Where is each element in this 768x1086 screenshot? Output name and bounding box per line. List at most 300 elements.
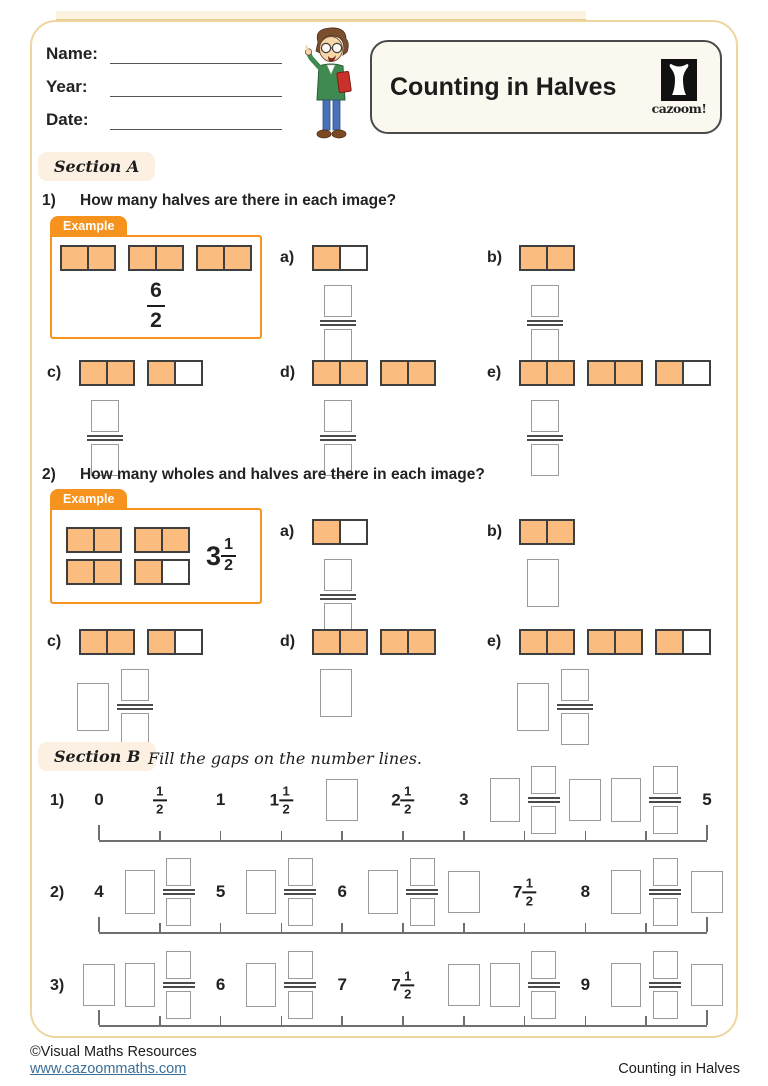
numberline-tick <box>585 831 587 840</box>
item-label: c) <box>47 364 62 381</box>
fraction-answer-bar <box>320 594 356 600</box>
numberline-tick <box>585 923 587 932</box>
answer-box-numerator[interactable] <box>324 285 352 317</box>
fraction-answer-bar <box>649 889 681 895</box>
fraction-answer <box>527 285 563 361</box>
numberline-value: 8 <box>580 882 591 901</box>
answer-box-numerator[interactable] <box>288 858 313 886</box>
numberline-tick <box>402 831 404 840</box>
item-answer <box>320 285 368 361</box>
numberline-value: 5 <box>215 882 226 901</box>
section-b-instruction: Fill the gaps on the number lines. <box>148 749 422 768</box>
numberline-axis <box>99 932 707 934</box>
answer-box-whole[interactable] <box>125 870 155 914</box>
half-bar-image <box>587 360 643 386</box>
fraction-answer <box>163 951 195 1019</box>
bar-cell-filled <box>62 247 87 269</box>
numberline-tick <box>341 831 343 840</box>
item-label: d) <box>280 364 296 381</box>
numberline-cell-num <box>216 882 225 902</box>
student-fields <box>46 44 282 130</box>
item-image-row <box>280 245 368 271</box>
answer-box-numerator[interactable] <box>653 858 678 886</box>
fraction-answer <box>320 285 356 361</box>
half-bar-image <box>655 360 711 386</box>
answer-box-numerator[interactable] <box>653 951 678 979</box>
answer-box-whole[interactable] <box>527 559 559 607</box>
bar-cell-empty <box>339 521 366 543</box>
answer-box-whole[interactable] <box>490 778 520 822</box>
mixed-number-answer <box>490 766 560 834</box>
q1-item-e <box>487 360 711 476</box>
item-label: a) <box>280 249 295 266</box>
year-input-line[interactable] <box>110 79 282 97</box>
half-bar-image <box>196 245 252 271</box>
bar-cell-filled <box>614 362 641 384</box>
date-row <box>46 110 282 130</box>
item-image-row <box>47 629 203 655</box>
fraction-answer <box>528 766 560 834</box>
mixed-number-answer <box>125 951 195 1019</box>
q2-item-e <box>487 629 711 745</box>
item-image-row <box>280 629 436 655</box>
bar-cell-filled <box>314 247 339 269</box>
bar-cell-filled <box>130 247 155 269</box>
numberline-tick <box>341 1016 343 1025</box>
mixed-whole-value: 1 <box>269 790 280 809</box>
fraction-numerator: 1 <box>404 968 412 984</box>
item-image-row <box>280 360 436 386</box>
item-bars <box>312 629 436 655</box>
year-row <box>46 77 282 97</box>
fraction-numerator: 1 <box>282 783 290 799</box>
numberline-value: 4 <box>94 882 104 901</box>
bar-cell-filled <box>614 631 641 653</box>
bar-cell-filled <box>149 362 174 384</box>
fraction-denominator: 2 <box>282 801 290 816</box>
answer-box-denominator[interactable] <box>410 898 435 926</box>
answer-box-whole[interactable] <box>77 683 109 731</box>
item-bars <box>79 360 203 386</box>
footer-copyright: ©Visual Maths Resources <box>30 1044 197 1060</box>
half-bar-image <box>380 629 436 655</box>
numberline-cell-box <box>691 871 723 913</box>
numberline-cell-box <box>83 964 115 1006</box>
fraction-denominator: 2 <box>525 893 533 908</box>
fraction-answer <box>320 559 356 635</box>
numberline-tick <box>463 831 465 840</box>
question-2-text: How many wholes and halves are there in each image? <box>80 466 485 483</box>
worksheet-title: Counting in Halves <box>390 72 617 101</box>
numberline-tick <box>402 1016 404 1025</box>
cazoom-logo-text: cazoom! <box>651 100 707 116</box>
numberline-answer-box[interactable] <box>326 779 358 821</box>
mixed-number-answer <box>246 858 316 926</box>
numberline-value: 7 <box>337 975 347 994</box>
mixed-whole-value: 7 <box>512 882 523 901</box>
numberline-cell-num <box>459 790 468 810</box>
numberline-tick <box>159 831 161 840</box>
mixed-number-answer <box>611 951 681 1019</box>
item-label: a) <box>280 523 295 540</box>
half-bar-image <box>312 245 368 271</box>
numberline-tick <box>341 923 343 932</box>
q2-item-a <box>280 519 368 635</box>
answer-box-denominator[interactable] <box>121 713 149 745</box>
q1-example <box>50 214 262 339</box>
numberline-answer-box[interactable] <box>691 871 723 913</box>
numberline-tick <box>645 923 647 932</box>
answer-box-numerator[interactable] <box>288 951 313 979</box>
item-answer <box>517 669 711 745</box>
fraction-numerator: 1 <box>404 783 412 799</box>
bar-cell-filled <box>198 247 223 269</box>
numberline-cell-num <box>337 882 346 902</box>
half-bar-image <box>519 519 575 545</box>
q2-example-fraction <box>221 537 236 575</box>
bar-cell-filled <box>81 631 106 653</box>
bar-cell-filled <box>136 561 161 583</box>
numberline-row-1 <box>32 770 740 862</box>
answer-box-numerator[interactable] <box>166 951 191 979</box>
answer-box-whole[interactable] <box>246 870 276 914</box>
answer-box-numerator[interactable] <box>410 858 435 886</box>
question-1-number: 1) <box>42 192 56 209</box>
answer-box-denominator[interactable] <box>166 991 191 1019</box>
item-answer <box>77 669 203 745</box>
numberline-tick <box>220 923 222 932</box>
half-bar-image <box>128 245 184 271</box>
bar-cell-filled <box>314 521 339 543</box>
answer-box-denominator[interactable] <box>531 991 556 1019</box>
item-bars <box>519 360 711 386</box>
numberline-answer-box[interactable] <box>448 964 480 1006</box>
answer-box-denominator[interactable] <box>531 444 559 476</box>
numberline-cell-boxfrac <box>490 951 560 1019</box>
item-answer <box>87 400 203 476</box>
bar-cell-filled <box>155 247 182 269</box>
bar-cell-filled <box>314 631 339 653</box>
fraction-numerator: 1 <box>156 783 164 799</box>
question-2-heading <box>42 466 485 484</box>
numberline-answer-box[interactable] <box>448 871 480 913</box>
cazoom-logo <box>648 59 710 116</box>
numberline-answer-box[interactable] <box>691 964 723 1006</box>
printed-mixed-number <box>513 876 536 907</box>
numberline-tick <box>706 1010 708 1025</box>
answer-box-numerator[interactable] <box>561 669 589 701</box>
bar-cell-empty <box>682 362 709 384</box>
numberline-cell-box <box>569 779 601 821</box>
numberline-cell-num <box>337 975 346 995</box>
answer-box-numerator[interactable] <box>531 285 559 317</box>
fraction-answer <box>557 669 593 745</box>
fraction-answer <box>406 858 438 926</box>
numberline-cell-boxfrac <box>611 766 681 834</box>
half-bar-image <box>60 245 116 271</box>
numberline-cell-mixed <box>513 876 536 907</box>
fraction-numerator: 1 <box>525 875 533 891</box>
q2-item-d <box>280 629 436 717</box>
bar-cell-filled <box>407 631 434 653</box>
q2-example-mixed-number <box>206 537 236 575</box>
section-a-label: Section A <box>38 152 155 181</box>
bar-cell-filled <box>546 247 573 269</box>
printed-fraction <box>279 784 293 815</box>
half-bar-image <box>312 629 368 655</box>
half-bar-image <box>380 360 436 386</box>
item-label: b) <box>487 249 503 266</box>
fraction-answer-bar <box>117 704 153 710</box>
mixed-number-answer <box>517 669 593 745</box>
numberline-cell-frac <box>153 784 167 815</box>
fraction-denominator: 2 <box>156 801 164 816</box>
item-bars <box>79 629 203 655</box>
fraction-answer <box>649 951 681 1019</box>
answer-box-denominator[interactable] <box>288 898 313 926</box>
answer-box-denominator[interactable] <box>324 329 352 361</box>
answer-box-denominator[interactable] <box>561 713 589 745</box>
item-answer <box>320 559 368 635</box>
printed-fraction <box>401 969 415 1000</box>
bar-cell-filled <box>68 561 93 583</box>
item-image-row <box>487 629 711 655</box>
fraction-denominator: 2 <box>404 986 412 1001</box>
fraction-answer-bar <box>284 982 316 988</box>
numberline-cell-num <box>216 790 225 810</box>
mixed-number-answer <box>611 858 681 926</box>
answer-box-numerator[interactable] <box>324 400 352 432</box>
numberline-value: 6 <box>215 975 226 994</box>
answer-box-numerator[interactable] <box>91 400 119 432</box>
title-box <box>370 40 722 134</box>
half-bar-image <box>79 360 135 386</box>
numberline-cell-mixed <box>270 784 293 815</box>
bar-cell-empty <box>682 631 709 653</box>
answer-box-whole[interactable] <box>490 963 520 1007</box>
bar-cell-empty <box>161 561 188 583</box>
half-bar-image <box>519 245 575 271</box>
numberline-tick <box>159 1016 161 1025</box>
numberline-tick <box>281 1016 283 1025</box>
bar-cell-filled <box>546 362 573 384</box>
example-bar-row <box>66 559 190 585</box>
bar-cell-filled <box>106 362 133 384</box>
fraction-answer-bar <box>163 889 195 895</box>
cazoom-logo-icon <box>661 59 697 101</box>
bar-cell-filled <box>106 631 133 653</box>
section-b-label: Section B <box>38 742 156 771</box>
half-bar-image <box>66 559 122 585</box>
answer-box-denominator[interactable] <box>653 898 678 926</box>
answer-box-whole[interactable] <box>368 870 398 914</box>
answer-box-denominator[interactable] <box>288 991 313 1019</box>
answer-box-whole[interactable] <box>320 669 352 717</box>
item-image-row <box>487 360 711 386</box>
answer-box-numerator[interactable] <box>531 951 556 979</box>
item-image-row <box>280 519 368 545</box>
printed-fraction <box>522 876 536 907</box>
q2-example-whole: 3 <box>206 540 222 571</box>
numberline-tick <box>281 831 283 840</box>
mixed-number-answer <box>368 858 438 926</box>
q2-example-tab: Example <box>50 489 127 510</box>
item-answer <box>320 669 436 717</box>
answer-box-denominator[interactable] <box>653 991 678 1019</box>
fraction-answer-bar <box>528 982 560 988</box>
item-label: c) <box>47 633 62 650</box>
printed-fraction <box>153 784 167 815</box>
q2-example-denominator: 2 <box>224 557 233 574</box>
numberline-tick <box>98 1010 100 1025</box>
bar-cell-filled <box>657 631 682 653</box>
numberline-tick <box>585 1016 587 1025</box>
answer-box-numerator[interactable] <box>531 766 556 794</box>
numberline-cell-box <box>448 964 480 1006</box>
answer-box-numerator[interactable] <box>531 400 559 432</box>
bar-cell-empty <box>174 362 201 384</box>
fraction-answer <box>527 400 563 476</box>
mixed-number-answer <box>246 951 316 1019</box>
year-label: Year: <box>46 77 88 96</box>
numberline-tick <box>706 825 708 840</box>
q2-item-c <box>47 629 203 745</box>
mixed-whole-value: 7 <box>391 975 401 994</box>
answer-box-whole[interactable] <box>611 963 641 1007</box>
bar-cell-filled <box>521 631 546 653</box>
numberline-cell-boxfrac <box>368 858 438 926</box>
item-bars <box>312 519 368 545</box>
fraction-answer <box>320 400 356 476</box>
printed-fraction <box>401 784 415 815</box>
fraction-answer <box>649 766 681 834</box>
numberline-cell-boxfrac <box>611 858 681 926</box>
half-bar-image <box>66 527 122 553</box>
numberline-tick <box>98 917 100 932</box>
numberline-row-label: 3) <box>50 977 65 994</box>
numberline-tick <box>220 1016 222 1025</box>
half-bar-image <box>312 360 368 386</box>
q2-example-bars <box>66 527 190 585</box>
answer-box-denominator[interactable] <box>166 898 191 926</box>
date-label: Date: <box>46 110 89 129</box>
answer-box-numerator[interactable] <box>324 559 352 591</box>
answer-box-whole[interactable] <box>611 778 641 822</box>
fraction-answer-bar <box>406 889 438 895</box>
q1-example-box <box>50 235 262 339</box>
printed-mixed-number <box>391 969 414 1000</box>
answer-box-numerator[interactable] <box>166 858 191 886</box>
item-answer <box>527 559 575 607</box>
q1-item-c <box>47 360 203 476</box>
numberline-tick <box>524 923 526 932</box>
numberline-tick <box>524 831 526 840</box>
numberline-value: 3 <box>459 790 469 809</box>
numberline-cell-num <box>702 790 711 810</box>
numberline-value: 1 <box>215 790 226 809</box>
answer-box-numerator[interactable] <box>653 766 678 794</box>
bar-cell-filled <box>382 362 407 384</box>
mixed-number-answer <box>611 766 681 834</box>
q2-example <box>50 487 262 604</box>
answer-box-numerator[interactable] <box>121 669 149 701</box>
numberline-tick <box>463 1016 465 1025</box>
example-bar-row <box>66 527 190 553</box>
item-bars <box>519 629 711 655</box>
numberline-row-label: 1) <box>50 792 65 809</box>
printed-mixed-number <box>391 784 414 815</box>
q1-item-b <box>487 245 575 361</box>
footer-website-link[interactable]: www.cazoommaths.com <box>30 1061 187 1078</box>
bar-cell-filled <box>521 247 546 269</box>
bar-cell-filled <box>93 529 120 551</box>
answer-box-denominator[interactable] <box>653 806 678 834</box>
fraction-answer-bar <box>284 889 316 895</box>
answer-box-whole[interactable] <box>125 963 155 1007</box>
numberline-answer-box[interactable] <box>83 964 115 1006</box>
fraction-answer-bar <box>320 435 356 441</box>
item-bars <box>519 519 575 545</box>
fraction-answer <box>87 400 123 476</box>
printed-mixed-number <box>270 784 293 815</box>
item-image-row <box>47 360 203 386</box>
bar-cell-filled <box>68 529 93 551</box>
item-label: e) <box>487 364 502 381</box>
bar-cell-filled <box>136 529 161 551</box>
bar-cell-filled <box>339 362 366 384</box>
footer-worksheet-name: Counting in Halves <box>618 1061 740 1077</box>
numberline-value: 5 <box>702 790 712 809</box>
name-input-line[interactable] <box>110 46 282 64</box>
mixed-whole-value: 2 <box>391 790 401 809</box>
answer-box-whole[interactable] <box>517 683 549 731</box>
q2-item-b <box>487 519 575 607</box>
date-input-line[interactable] <box>110 112 282 130</box>
answer-box-whole[interactable] <box>246 963 276 1007</box>
mixed-number-answer <box>77 669 153 745</box>
bar-cell-filled <box>589 362 614 384</box>
q1-item-d <box>280 360 436 476</box>
bar-cell-filled <box>81 362 106 384</box>
numberline-answer-box[interactable] <box>569 779 601 821</box>
teacher-cartoon <box>298 26 364 146</box>
fraction-answer <box>163 858 195 926</box>
half-bar-image <box>519 629 575 655</box>
half-bar-image <box>134 527 190 553</box>
bar-cell-filled <box>589 631 614 653</box>
item-image-row <box>487 245 575 271</box>
fraction-answer-bar <box>557 704 593 710</box>
numberline-cell-box <box>691 964 723 1006</box>
item-label: d) <box>280 633 296 650</box>
fraction-answer-bar <box>163 982 195 988</box>
q1-example-numerator: 6 <box>150 279 162 302</box>
answer-box-denominator[interactable] <box>531 806 556 834</box>
numberline-cell-boxfrac <box>490 766 560 834</box>
answer-box-whole[interactable] <box>611 870 641 914</box>
item-answer <box>320 400 436 476</box>
name-row <box>46 44 282 64</box>
numberline-cell-num <box>581 975 590 995</box>
fraction-answer <box>528 951 560 1019</box>
item-answer <box>527 400 711 476</box>
bar-cell-filled <box>657 362 682 384</box>
item-bars <box>519 245 575 271</box>
numberline-axis <box>99 840 707 842</box>
worksheet-sheet <box>30 20 738 1038</box>
item-label: b) <box>487 523 503 540</box>
answer-box-denominator[interactable] <box>531 329 559 361</box>
